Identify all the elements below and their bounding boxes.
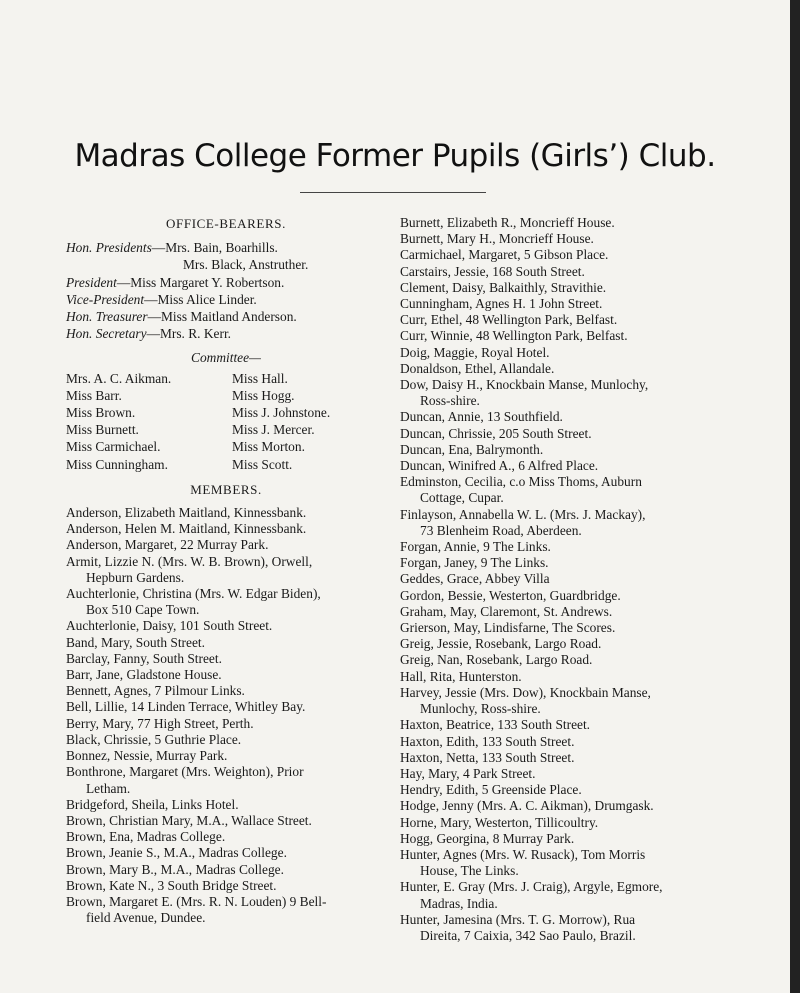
member-line: Finlayson, Annabella W. L. (Mrs. J. Mackay), bbox=[400, 506, 646, 522]
member-entry bbox=[400, 280, 720, 296]
officer-treasurer bbox=[66, 309, 386, 325]
member-entry bbox=[66, 862, 386, 878]
committee-member: Miss Cunningham. bbox=[66, 456, 168, 472]
member-entry bbox=[400, 458, 720, 474]
member-entry bbox=[400, 555, 720, 571]
member-line: Hunter, Jamesina (Mrs. T. G. Morrow), Rua bbox=[400, 911, 636, 927]
member-line: Hodge, Jenny (Mrs. A. C. Aikman), Drumgask. bbox=[400, 798, 654, 814]
right-column bbox=[400, 215, 720, 944]
member-line: Duncan, Annie, 13 Southfield. bbox=[400, 409, 563, 425]
member-line: Bonthrone, Margaret (Mrs. Weighton), Prior bbox=[66, 764, 304, 780]
committee-member: Miss J. Johnstone. bbox=[232, 405, 331, 421]
member-line: Curr, Winnie, 48 Wellington Park, Belfast. bbox=[400, 328, 628, 344]
member-line: Doig, Maggie, Royal Hotel. bbox=[400, 344, 550, 360]
officer-hon-presidents bbox=[66, 240, 386, 256]
member-line: Hay, Mary, 4 Park Street. bbox=[400, 765, 536, 781]
member-line: Armit, Lizzie N. (Mrs. W. B. Brown), Orwell, bbox=[66, 553, 313, 569]
member-line: Cunningham, Agnes H. 1 John Street. bbox=[400, 296, 603, 312]
member-line-continued: House, The Links. bbox=[420, 863, 519, 879]
member-line: Haxton, Beatrice, 133 South Street. bbox=[400, 717, 591, 733]
member-entry bbox=[66, 699, 386, 715]
member-entry bbox=[400, 328, 720, 344]
officer-name: —Mrs. Bain, Boarhills. bbox=[151, 240, 278, 256]
member-line: Haxton, Edith, 133 South Street. bbox=[400, 733, 575, 749]
member-entry bbox=[400, 345, 720, 361]
member-line: Horne, Mary, Westerton, Tillicoultry. bbox=[400, 814, 599, 830]
member-line: Haxton, Netta, 133 South Street. bbox=[400, 749, 575, 765]
officer-extra: Mrs. Black, Anstruther. bbox=[183, 257, 309, 273]
member-line: Brown, Margaret E. (Mrs. R. N. Louden) 9 Bell- bbox=[66, 893, 327, 909]
member-line: Hendry, Edith, 5 Greenside Place. bbox=[400, 782, 582, 798]
member-entry bbox=[400, 815, 720, 831]
member-line: Barclay, Fanny, South Street. bbox=[66, 650, 222, 666]
member-entry bbox=[400, 669, 720, 685]
committee-member: Miss Brown. bbox=[66, 405, 136, 421]
member-entry bbox=[400, 766, 720, 782]
member-line: Grierson, May, Lindisfarne, The Scores. bbox=[400, 620, 616, 636]
member-entry bbox=[400, 782, 720, 798]
member-line-continued: Madras, India. bbox=[420, 895, 498, 911]
member-line: Greig, Jessie, Rosebank, Largo Road. bbox=[400, 636, 602, 652]
page-edge-shadow bbox=[790, 0, 800, 993]
member-line: Bennett, Agnes, 7 Pilmour Links. bbox=[66, 683, 245, 699]
member-entry bbox=[66, 586, 386, 618]
member-line: Hunter, Agnes (Mrs. W. Rusack), Tom Morris bbox=[400, 846, 646, 862]
member-entry bbox=[400, 636, 720, 652]
member-line: Greig, Nan, Rosebank, Largo Road. bbox=[400, 652, 593, 668]
member-line: Anderson, Margaret, 22 Murray Park. bbox=[66, 537, 269, 553]
member-entry bbox=[400, 685, 720, 717]
officer-role: Vice-President bbox=[66, 291, 145, 307]
member-line: Auchterlonie, Christina (Mrs. W. Edgar Biden), bbox=[66, 586, 321, 602]
member-line: Brown, Kate N., 3 South Bridge Street. bbox=[66, 877, 277, 893]
member-entry bbox=[400, 831, 720, 847]
member-entry bbox=[400, 215, 720, 231]
committee-member: Miss Carmichael. bbox=[66, 439, 161, 455]
member-entry bbox=[400, 442, 720, 458]
member-entry bbox=[400, 377, 720, 409]
member-entry bbox=[400, 474, 720, 506]
member-line: Duncan, Chrissie, 205 South Street. bbox=[400, 425, 592, 441]
member-entry bbox=[400, 879, 720, 911]
committee-member: Miss J. Mercer. bbox=[232, 422, 315, 438]
member-line: Bridgeford, Sheila, Links Hotel. bbox=[66, 796, 239, 812]
title-divider bbox=[300, 192, 486, 193]
member-line: Burnett, Mary H., Moncrieff House. bbox=[400, 231, 594, 247]
committee-member: Miss Hall. bbox=[232, 370, 288, 386]
member-entry bbox=[66, 537, 386, 553]
member-line: Geddes, Grace, Abbey Villa bbox=[400, 571, 550, 587]
member-entry bbox=[400, 912, 720, 944]
officer-name: —Miss Margaret Y. Robertson. bbox=[116, 274, 285, 290]
member-line: Anderson, Helen M. Maitland, Kinnessbank. bbox=[66, 521, 307, 537]
member-line: Harvey, Jessie (Mrs. Dow), Knockbain Manse, bbox=[400, 684, 651, 700]
member-line: Brown, Mary B., M.A., Madras College. bbox=[66, 861, 284, 877]
officer-vice-president bbox=[66, 292, 386, 308]
member-entry bbox=[400, 588, 720, 604]
officer-president bbox=[66, 275, 386, 291]
member-line: Bell, Lillie, 14 Linden Terrace, Whitley Bay. bbox=[66, 699, 306, 715]
member-line: Dow, Daisy H., Knockbain Manse, Munlochy, bbox=[400, 377, 649, 393]
member-entry bbox=[400, 620, 720, 636]
member-line-continued: Munlochy, Ross-shire. bbox=[420, 701, 541, 717]
member-line: Hunter, E. Gray (Mrs. J. Craig), Argyle, Egmore, bbox=[400, 879, 663, 895]
member-line-continued: field Avenue, Dundee. bbox=[86, 910, 206, 926]
committee-member: Miss Barr. bbox=[66, 387, 122, 403]
committee-member: Miss Hogg. bbox=[232, 387, 295, 403]
member-entry bbox=[66, 813, 386, 829]
member-entry bbox=[400, 312, 720, 328]
member-line: Berry, Mary, 77 High Street, Perth. bbox=[66, 715, 254, 731]
member-line-continued: Cottage, Cupar. bbox=[420, 490, 504, 506]
member-line: Duncan, Winifred A., 6 Alfred Place. bbox=[400, 458, 599, 474]
member-line: Barr, Jane, Gladstone House. bbox=[66, 667, 222, 683]
committee-list bbox=[66, 371, 386, 473]
member-entry bbox=[400, 652, 720, 668]
member-entry bbox=[400, 264, 720, 280]
member-line-continued: Hepburn Gardens. bbox=[86, 569, 185, 585]
member-line: Carmichael, Margaret, 5 Gibson Place. bbox=[400, 247, 609, 263]
officer-name: —Mrs. R. Kerr. bbox=[146, 326, 232, 342]
member-entry bbox=[66, 878, 386, 894]
page-title: Madras College Former Pupils (Girls’) Club. bbox=[74, 138, 716, 174]
member-entry bbox=[400, 247, 720, 263]
member-line: Burnett, Elizabeth R., Moncrieff House. bbox=[400, 215, 615, 230]
member-entry bbox=[400, 717, 720, 733]
member-line: Curr, Ethel, 48 Wellington Park, Belfast. bbox=[400, 312, 618, 328]
officer-role: President bbox=[66, 274, 117, 290]
officer-role: Hon. Treasurer bbox=[66, 309, 148, 325]
committee-member: Mrs. A. C. Aikman. bbox=[66, 370, 172, 386]
members-list-right bbox=[400, 215, 720, 944]
member-entry bbox=[66, 764, 386, 796]
member-entry bbox=[400, 507, 720, 539]
member-line: Black, Chrissie, 5 Guthrie Place. bbox=[66, 731, 242, 747]
member-line: Clement, Daisy, Balkaithly, Stravithie. bbox=[400, 279, 607, 295]
member-entry bbox=[400, 798, 720, 814]
member-line: Auchterlonie, Daisy, 101 South Street. bbox=[66, 618, 273, 634]
member-line-continued: 73 Blenheim Road, Aberdeen. bbox=[420, 522, 582, 538]
member-entry bbox=[400, 734, 720, 750]
member-entry bbox=[400, 426, 720, 442]
member-line: Hogg, Georgina, 8 Murray Park. bbox=[400, 830, 575, 846]
member-entry bbox=[66, 554, 386, 586]
member-line: Bonnez, Nessie, Murray Park. bbox=[66, 748, 228, 764]
member-entry bbox=[66, 635, 386, 651]
committee-member: Miss Scott. bbox=[232, 456, 293, 472]
member-line: Duncan, Ena, Balrymonth. bbox=[400, 441, 544, 457]
member-line-continued: Ross-shire. bbox=[420, 393, 480, 409]
officer-name: —Miss Alice Linder. bbox=[144, 291, 257, 307]
member-entry bbox=[66, 716, 386, 732]
member-line-continued: Box 510 Cape Town. bbox=[86, 602, 200, 618]
member-line: Gordon, Bessie, Westerton, Guardbridge. bbox=[400, 587, 621, 603]
member-line: Anderson, Elizabeth Maitland, Kinnessbank. bbox=[66, 505, 307, 521]
member-entry bbox=[66, 505, 386, 521]
left-column bbox=[66, 216, 386, 926]
member-entry bbox=[400, 296, 720, 312]
member-entry bbox=[66, 667, 386, 683]
member-entry bbox=[66, 521, 386, 537]
member-entry bbox=[400, 409, 720, 425]
member-line: Carstairs, Jessie, 168 South Street. bbox=[400, 263, 585, 279]
member-line: Graham, May, Claremont, St. Andrews. bbox=[400, 603, 613, 619]
member-entry bbox=[66, 829, 386, 845]
member-entry bbox=[66, 732, 386, 748]
member-entry bbox=[400, 231, 720, 247]
member-entry bbox=[66, 651, 386, 667]
member-line-continued: Direita, 7 Caixia, 342 Sao Paulo, Brazil. bbox=[420, 927, 636, 943]
committee-member: Miss Morton. bbox=[232, 439, 305, 455]
officer-name: —Miss Maitland Anderson. bbox=[147, 309, 297, 325]
member-entry bbox=[400, 539, 720, 555]
member-line: Forgan, Janey, 9 The Links. bbox=[400, 555, 549, 571]
member-entry bbox=[66, 845, 386, 861]
office-bearers-heading: OFFICE-BEARERS. bbox=[166, 216, 286, 231]
officer-role: Hon. Secretary bbox=[66, 326, 147, 342]
member-entry bbox=[66, 683, 386, 699]
members-list-left bbox=[66, 505, 386, 926]
members-heading: MEMBERS. bbox=[190, 481, 262, 497]
member-line-continued: Letham. bbox=[86, 780, 131, 796]
member-entry bbox=[400, 604, 720, 620]
member-line: Band, Mary, South Street. bbox=[66, 634, 205, 650]
member-line: Hall, Rita, Hunterston. bbox=[400, 668, 522, 684]
member-entry bbox=[66, 748, 386, 764]
member-line: Donaldson, Ethel, Allandale. bbox=[400, 360, 555, 376]
member-line: Brown, Christian Mary, M.A., Wallace Street. bbox=[66, 812, 312, 828]
member-entry bbox=[400, 750, 720, 766]
member-entry bbox=[66, 797, 386, 813]
member-line: Brown, Jeanie S., M.A., Madras College. bbox=[66, 845, 287, 861]
member-line: Forgan, Annie, 9 The Links. bbox=[400, 539, 551, 555]
member-entry bbox=[400, 571, 720, 587]
officer-role: Hon. Presidents bbox=[66, 240, 152, 256]
member-line: Edminston, Cecilia, c.o Miss Thoms, Auburn bbox=[400, 474, 642, 490]
member-entry bbox=[400, 361, 720, 377]
member-entry bbox=[400, 847, 720, 879]
member-entry bbox=[66, 618, 386, 634]
member-line: Brown, Ena, Madras College. bbox=[66, 829, 226, 845]
committee-heading: Committee— bbox=[191, 350, 261, 366]
officer-secretary bbox=[66, 326, 386, 342]
committee-member: Miss Burnett. bbox=[66, 422, 139, 438]
member-entry bbox=[66, 894, 386, 926]
